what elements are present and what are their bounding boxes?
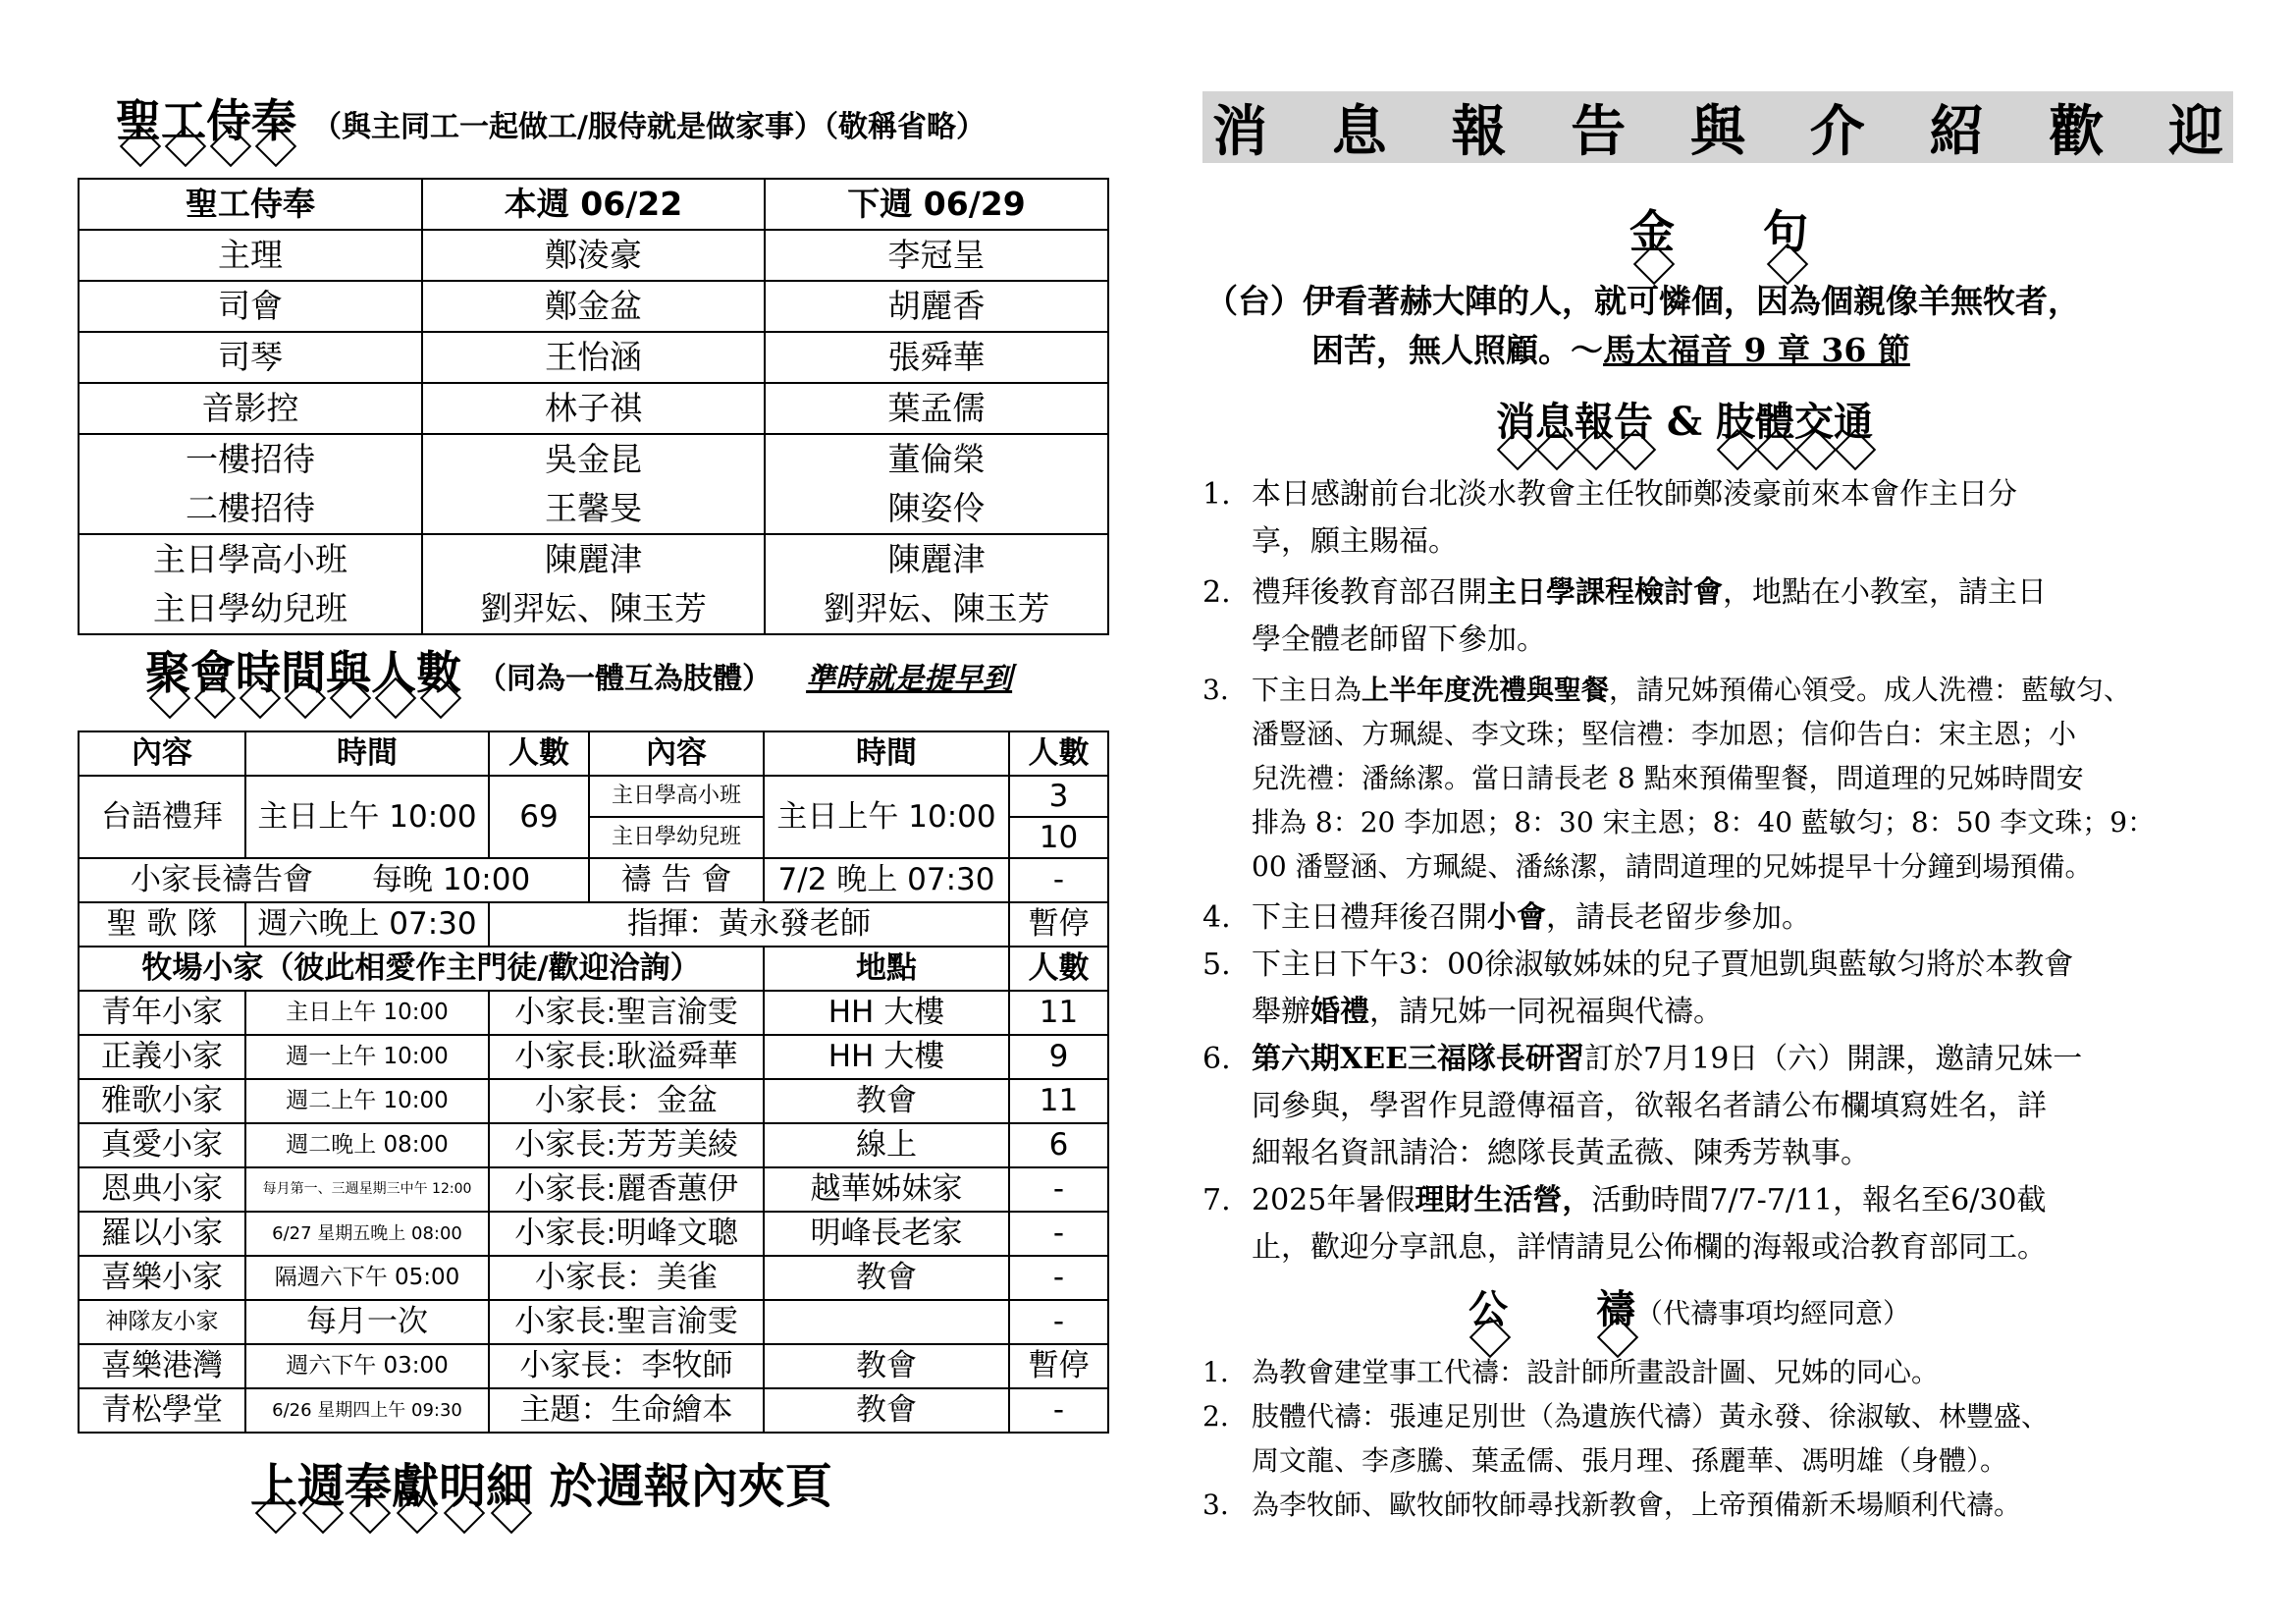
news-number: 5. bbox=[1202, 947, 1231, 982]
news-text: 2025年暑假 bbox=[1252, 1183, 1415, 1218]
group-time: 週六下午 03:00 bbox=[245, 1344, 489, 1388]
prayer-line: 為教會建堂事工代禱：設計師所畫設計圖、兄姊的同心。 bbox=[1252, 1356, 1940, 1388]
this-week-cell: 林子祺 bbox=[422, 383, 765, 434]
group-location: 線上 bbox=[764, 1123, 1009, 1167]
news-text: 下主日為 bbox=[1252, 674, 1362, 706]
groups-header-count: 人數 bbox=[1009, 947, 1108, 991]
this-week-cell bbox=[422, 434, 765, 534]
table-row bbox=[79, 1344, 1108, 1388]
news-line: 下主日下午3：00徐淑敏姊妹的兒子賈旭凱與藍敏匀將於本教會 bbox=[1252, 947, 2074, 982]
meeting-section-title bbox=[145, 646, 1013, 699]
title-char: 時 bbox=[236, 646, 281, 699]
prayer-line: 肢體代禱：張連足別世（為遺族代禱）黃永發、徐淑敏、林豐盛、 bbox=[1252, 1400, 2050, 1433]
ss-class-count: 10 bbox=[1009, 817, 1108, 858]
header-time: 時間 bbox=[245, 731, 489, 776]
news-item bbox=[1202, 569, 2155, 664]
news-line: 同參與，學習作見證傳福音，欲報名者請公布欄填寫姓名，詳 bbox=[1252, 1089, 2047, 1123]
title-char: 肢 bbox=[1716, 391, 1755, 447]
group-leader: 小家長:聖言渝雯 bbox=[489, 1300, 764, 1344]
groups-header-title: 牧場小家（彼此相愛作主門徒/歡迎洽詢） bbox=[79, 947, 764, 991]
prayer-meeting-cell bbox=[79, 858, 589, 902]
ss-this-1: 陳麗津 bbox=[545, 540, 642, 578]
group-leader: 小家長:明峰文聰 bbox=[489, 1212, 764, 1256]
title-char: 數 bbox=[416, 646, 461, 699]
news-line: 兒洗禮：潘絲潔。當日請長老 8 點來預備聖餐，問道理的兄姊時間安 bbox=[1252, 762, 2084, 794]
table-row-sunday-school bbox=[79, 534, 1108, 634]
news-line: 止，歡迎分享訊息，詳情請見公佈欄的海報或洽教育部同工。 bbox=[1252, 1230, 2047, 1265]
banner-char: 報 bbox=[1451, 98, 1507, 164]
verse-reference: 馬太福音 9 章 36 節 bbox=[1603, 331, 1910, 369]
title-char: 聖 bbox=[116, 94, 161, 147]
news-line: 細報名資訊請洽：總隊長黃孟薇、陳秀芳執事。 bbox=[1252, 1136, 1870, 1170]
this-week-cell bbox=[422, 534, 765, 634]
ministry-table bbox=[78, 178, 1109, 635]
next-week-cell: 張舜華 bbox=[765, 332, 1108, 383]
this-week-cell: 鄭金盆 bbox=[422, 281, 765, 332]
news-highlight: 理財生活營， bbox=[1415, 1183, 1592, 1218]
group-name: 青松學堂 bbox=[79, 1388, 245, 1433]
news-item bbox=[1202, 942, 2155, 1036]
title-char: 人 bbox=[371, 646, 416, 699]
group-leader: 小家長：李牧師 bbox=[489, 1344, 764, 1388]
group-name: 真愛小家 bbox=[79, 1123, 245, 1167]
verse-line-2 bbox=[1311, 326, 1910, 375]
title-char: 公 bbox=[1468, 1278, 1508, 1334]
news-item bbox=[1202, 1177, 2155, 1272]
table-row bbox=[79, 1167, 1108, 1212]
worship-time: 主日上午 10:00 bbox=[245, 776, 489, 858]
news-number: 4. bbox=[1202, 900, 1231, 935]
table-row bbox=[79, 1035, 1108, 1079]
table-row bbox=[79, 1388, 1108, 1433]
group-time: 每月一次 bbox=[245, 1300, 489, 1344]
group-time: 週一上午 10:00 bbox=[245, 1035, 489, 1079]
greeter-role-1: 一樓招待 bbox=[186, 440, 315, 478]
header-this-week: 本週 06/22 bbox=[422, 179, 765, 230]
table-row bbox=[79, 230, 1108, 281]
prayer-title-note: （代禱事項均經同意） bbox=[1635, 1297, 1911, 1329]
ss-next-1: 陳麗津 bbox=[887, 540, 986, 578]
group-count: - bbox=[1009, 1388, 1108, 1433]
title-char: 與 bbox=[326, 646, 371, 699]
news-text: 活動時間7/7-7/11，報名至6/30截 bbox=[1591, 1183, 2047, 1218]
title-char: 通 bbox=[1834, 391, 1873, 447]
ministry-title-subtitle: （與主同工一起做工/服侍就是做家事）（敬稱省略） bbox=[312, 110, 986, 144]
group-leader: 小家長:耿溢舜華 bbox=[489, 1035, 764, 1079]
title-char: 息 bbox=[1535, 391, 1575, 447]
title-char: 明 bbox=[439, 1459, 487, 1514]
group-count: - bbox=[1009, 1256, 1108, 1300]
news-section-title bbox=[1496, 391, 1873, 447]
header-count: 人數 bbox=[489, 731, 589, 776]
group-leader: 小家長:麗香蕙伊 bbox=[489, 1167, 764, 1212]
news-title-amp: & bbox=[1653, 399, 1716, 445]
news-item bbox=[1202, 471, 2155, 566]
verse-line-1: （台）伊看著赫大陣的人，就可憐個，因為個親像羊無牧者， bbox=[1205, 282, 2080, 320]
news-text: ，請兄姊預備心領受。成人洗禮：藍敏匀、 bbox=[1609, 674, 2132, 706]
group-time: 隔週六下午 05:00 bbox=[245, 1256, 489, 1300]
this-week-cell: 王怡涵 bbox=[422, 332, 765, 383]
table-row bbox=[79, 332, 1108, 383]
greeter-next-2: 陳姿伶 bbox=[887, 489, 986, 527]
ss-class-name: 主日學高小班 bbox=[589, 776, 764, 817]
group-location bbox=[764, 1300, 1009, 1344]
group-location: 教會 bbox=[764, 1256, 1009, 1300]
role-cell: 司會 bbox=[79, 281, 422, 332]
header-content-2: 內容 bbox=[589, 731, 764, 776]
news-line: 學全體老師留下參加。 bbox=[1252, 623, 1546, 657]
title-char: 報 bbox=[1575, 391, 1614, 447]
banner-char: 息 bbox=[1331, 98, 1387, 164]
table-row bbox=[79, 1123, 1108, 1167]
role-cell bbox=[79, 534, 422, 634]
ss-class-count: 3 bbox=[1009, 776, 1108, 817]
banner-char: 介 bbox=[1809, 98, 1865, 164]
group-count: - bbox=[1009, 1212, 1108, 1256]
role-cell: 司琴 bbox=[79, 332, 422, 383]
title-char: 工 bbox=[161, 94, 206, 147]
news-highlight: 主日學課程檢討會 bbox=[1487, 575, 1723, 610]
news-text: 下主日禮拜後召開 bbox=[1252, 900, 1487, 935]
group-location: 教會 bbox=[764, 1388, 1009, 1433]
news-list bbox=[1202, 471, 2155, 1272]
prayer-number: 3. bbox=[1202, 1489, 1229, 1521]
news-text: 禮拜後教育部召開 bbox=[1252, 575, 1487, 610]
group-name: 正義小家 bbox=[79, 1035, 245, 1079]
news-item bbox=[1202, 894, 2155, 942]
table-row bbox=[79, 1079, 1108, 1123]
greeter-role-2: 二樓招待 bbox=[186, 489, 315, 527]
choir-status: 暫停 bbox=[1009, 902, 1108, 947]
group-location: HH 大樓 bbox=[764, 1035, 1009, 1079]
group-leader: 小家長：金盆 bbox=[489, 1079, 764, 1123]
prayer-meeting-name: 小家長禱告會 bbox=[131, 862, 313, 897]
ss-time: 主日上午 10:00 bbox=[764, 776, 1009, 858]
prayer-line: 為李牧師、歐牧師牧師尋找新教會，上帝預備新禾場順利代禱。 bbox=[1252, 1489, 2022, 1521]
table-row bbox=[79, 383, 1108, 434]
news-text: ，請兄姊一同祝福與代禱。 bbox=[1369, 995, 1723, 1029]
group-name: 喜樂小家 bbox=[79, 1256, 245, 1300]
prayer-number: 2. bbox=[1202, 1400, 1229, 1433]
table-row-greeters bbox=[79, 434, 1108, 534]
title-char: 間 bbox=[281, 646, 326, 699]
news-text: ，地點在小教室，請主日 bbox=[1723, 575, 2047, 610]
golden-verse-title bbox=[1629, 196, 1808, 261]
next-week-cell: 李冠呈 bbox=[765, 230, 1108, 281]
greeter-this-1: 吳金昆 bbox=[545, 440, 642, 478]
news-highlight: 上半年度洗禮與聖餐 bbox=[1362, 674, 1610, 706]
news-number: 7. bbox=[1202, 1183, 1231, 1218]
title-char: 告 bbox=[1614, 391, 1653, 447]
group-leader: 主題：生命繪本 bbox=[489, 1388, 764, 1433]
table-row bbox=[79, 902, 1108, 947]
group-location: 教會 bbox=[764, 1079, 1009, 1123]
group-name: 恩典小家 bbox=[79, 1167, 245, 1212]
group-location: 明峰長老家 bbox=[764, 1212, 1009, 1256]
meeting-title-subtitle: （同為一體互為肢體） bbox=[477, 662, 773, 696]
news-item bbox=[1202, 1036, 2155, 1177]
prayer-list bbox=[1202, 1350, 2049, 1527]
group-location: 越華姊妹家 bbox=[764, 1167, 1009, 1212]
choir-conductor: 指揮：黃永發老師 bbox=[489, 902, 1009, 947]
choir-time: 週六晚上 07:30 bbox=[245, 902, 489, 947]
header-count-2: 人數 bbox=[1009, 731, 1108, 776]
banner-char: 歡 bbox=[2049, 98, 2105, 164]
title-char: 金 bbox=[1629, 196, 1675, 261]
ss-class-name: 主日學幼兒班 bbox=[589, 817, 764, 858]
verse-line-2-text: 困苦，無人照顧。～ bbox=[1311, 331, 1603, 369]
group-count: 9 bbox=[1009, 1035, 1108, 1079]
group-leader: 小家長:聖言渝雯 bbox=[489, 991, 764, 1035]
group-location: 教會 bbox=[764, 1344, 1009, 1388]
banner-char: 迎 bbox=[2168, 98, 2223, 164]
prayer-count-2: - bbox=[1009, 858, 1108, 902]
banner-char: 告 bbox=[1571, 98, 1627, 164]
news-line: 本日感謝前台北淡水教會主任牧師鄭淩豪前來本會作主日分 bbox=[1252, 477, 2017, 512]
table-row bbox=[79, 281, 1108, 332]
header-role: 聖工侍奉 bbox=[79, 179, 422, 230]
table-row bbox=[79, 1256, 1108, 1300]
news-number: 1. bbox=[1202, 477, 1231, 512]
table-row bbox=[79, 1212, 1108, 1256]
group-count: 暫停 bbox=[1009, 1344, 1108, 1388]
news-line: 00 潘豎涵、方珮緹、潘絲潔，請問道理的兄姊提早十分鐘到場預備。 bbox=[1252, 850, 2093, 883]
greeter-this-2: 王馨旻 bbox=[545, 489, 642, 527]
group-count: 6 bbox=[1009, 1123, 1108, 1167]
news-number: 3. bbox=[1202, 674, 1229, 706]
group-leader: 小家長：美雀 bbox=[489, 1256, 764, 1300]
news-text: ，請長老留步參加。 bbox=[1546, 900, 1811, 935]
news-number: 2. bbox=[1202, 575, 1231, 610]
meeting-table bbox=[78, 731, 1109, 1434]
offering-note bbox=[250, 1459, 832, 1514]
title-char: 禱 bbox=[1596, 1278, 1635, 1334]
group-count: 11 bbox=[1009, 1079, 1108, 1123]
group-time: 週二上午 10:00 bbox=[245, 1079, 489, 1123]
title-char: 交 bbox=[1794, 391, 1834, 447]
news-highlight: 婚禮 bbox=[1310, 995, 1369, 1029]
next-week-cell bbox=[765, 534, 1108, 634]
group-count: - bbox=[1009, 1167, 1108, 1212]
title-char: 上 bbox=[250, 1459, 298, 1514]
greeter-next-1: 董倫榮 bbox=[887, 440, 986, 478]
this-week-cell: 鄭淩豪 bbox=[422, 230, 765, 281]
group-name: 羅以小家 bbox=[79, 1212, 245, 1256]
news-highlight: 小會 bbox=[1487, 900, 1546, 935]
banner-char: 紹 bbox=[1929, 98, 1985, 164]
title-char: 體 bbox=[1755, 391, 1794, 447]
title-char: 消 bbox=[1496, 391, 1535, 447]
news-text: 訂於7月19日（六）開課，邀請兄妹一 bbox=[1584, 1042, 2083, 1076]
news-banner bbox=[1202, 91, 2233, 163]
news-line: 排為 8：20 李加恩；8：30 宋主恩；8：40 藍敏匀；8：50 李文珠；9： bbox=[1252, 806, 2156, 839]
worship-name: 台語禮拜 bbox=[79, 776, 245, 858]
next-week-cell bbox=[765, 434, 1108, 534]
title-char: 聚 bbox=[145, 646, 190, 699]
title-char: 細 bbox=[486, 1459, 534, 1514]
table-row bbox=[79, 1300, 1108, 1344]
prayer-time-2: 7/2 晚上 07:30 bbox=[764, 858, 1009, 902]
prayer-section-title bbox=[1468, 1278, 1910, 1334]
next-week-cell: 胡麗香 bbox=[765, 281, 1108, 332]
title-char: 會 bbox=[190, 646, 236, 699]
group-time: 週二晚上 08:00 bbox=[245, 1123, 489, 1167]
group-time: 主日上午 10:00 bbox=[245, 991, 489, 1035]
group-name: 喜樂港灣 bbox=[79, 1344, 245, 1388]
ministry-section-title bbox=[116, 94, 986, 147]
choir-name: 聖 歌 隊 bbox=[79, 902, 245, 947]
ss-next-2: 劉羿妘、陳玉芳 bbox=[823, 589, 1050, 627]
title-char: 句 bbox=[1763, 196, 1808, 261]
prayer-name-2: 禱 告 會 bbox=[589, 858, 764, 902]
group-time: 6/27 星期五晚上 08:00 bbox=[245, 1212, 489, 1256]
banner-char: 消 bbox=[1212, 98, 1267, 164]
prayer-item bbox=[1202, 1350, 2049, 1394]
banner-char: 與 bbox=[1690, 98, 1745, 164]
role-cell: 主理 bbox=[79, 230, 422, 281]
group-time: 每月第一、三週星期三中午 12:00 bbox=[245, 1167, 489, 1212]
table-row bbox=[79, 858, 1108, 902]
news-line: 潘豎涵、方珮緹、李文珠；堅信禮：李加恩；信仰告白：宋主恩；小 bbox=[1252, 718, 2077, 750]
title-char: 奉 bbox=[345, 1459, 393, 1514]
next-week-cell: 葉孟儒 bbox=[765, 383, 1108, 434]
prayer-item bbox=[1202, 1394, 2049, 1483]
header-time-2: 時間 bbox=[764, 731, 1009, 776]
groups-header-location: 地點 bbox=[764, 947, 1009, 991]
group-name: 雅歌小家 bbox=[79, 1079, 245, 1123]
role-cell: 音影控 bbox=[79, 383, 422, 434]
group-leader: 小家長:芳芳美綾 bbox=[489, 1123, 764, 1167]
news-highlight: 第六期XEE三福隊長研習 bbox=[1252, 1042, 1585, 1076]
group-name: 神隊友小家 bbox=[79, 1300, 245, 1344]
news-line: 享，願主賜福。 bbox=[1252, 524, 1458, 559]
news-item bbox=[1202, 668, 2155, 889]
worship-count: 69 bbox=[489, 776, 589, 858]
group-count: - bbox=[1009, 1300, 1108, 1344]
prayer-number: 1. bbox=[1202, 1356, 1229, 1388]
prayer-item bbox=[1202, 1483, 2049, 1527]
header-content: 內容 bbox=[79, 731, 245, 776]
meeting-motto: 準時就是提早到 bbox=[806, 662, 1013, 696]
group-count: 11 bbox=[1009, 991, 1108, 1035]
table-row bbox=[79, 991, 1108, 1035]
title-char: 獻 bbox=[392, 1459, 440, 1514]
ss-role-1: 主日學高小班 bbox=[153, 540, 347, 578]
news-number: 6. bbox=[1202, 1042, 1231, 1076]
news-text: 舉辦 bbox=[1252, 995, 1310, 1029]
prayer-line: 周文龍、李彥騰、葉孟儒、張月理、孫麗華、馮明雄（身體）。 bbox=[1252, 1444, 2008, 1477]
title-char: 奉 bbox=[251, 94, 296, 147]
offering-note-rest: 於週報內夾頁 bbox=[533, 1459, 832, 1514]
group-time: 6/26 星期四上午 09:30 bbox=[245, 1388, 489, 1433]
group-name: 青年小家 bbox=[79, 991, 245, 1035]
title-char: 侍 bbox=[206, 94, 251, 147]
group-location: HH 大樓 bbox=[764, 991, 1009, 1035]
ss-role-2: 主日學幼兒班 bbox=[153, 589, 347, 627]
role-cell bbox=[79, 434, 422, 534]
prayer-meeting-time: 每晚 10:00 bbox=[372, 862, 531, 897]
ss-this-2: 劉羿妘、陳玉芳 bbox=[480, 589, 707, 627]
title-char: 週 bbox=[297, 1459, 346, 1514]
header-next-week: 下週 06/29 bbox=[765, 179, 1108, 230]
